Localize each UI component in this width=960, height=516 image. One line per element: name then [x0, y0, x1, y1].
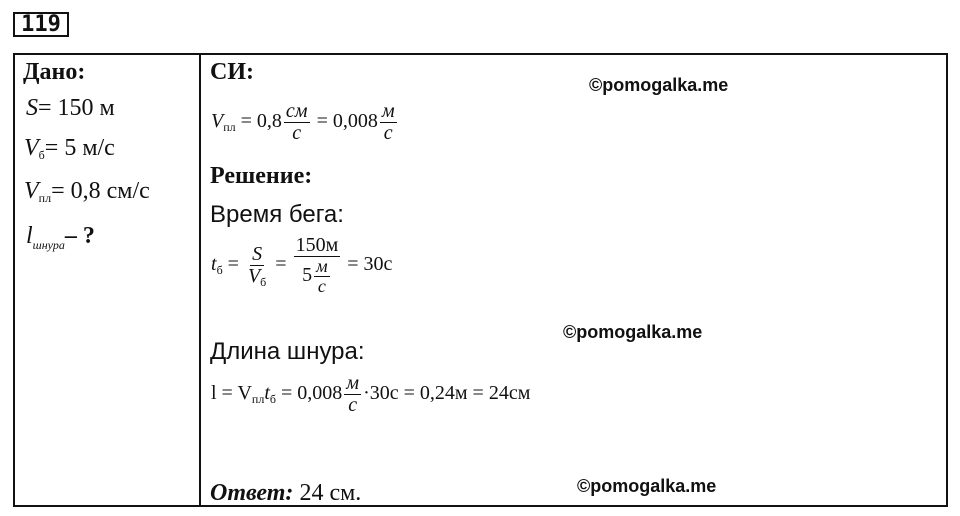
given-title: Дано:	[23, 59, 86, 85]
given-swim-speed: Vпл= 0,8 см/с	[24, 178, 150, 205]
watermark-middle: ©pomogalka.me	[563, 322, 703, 342]
si-fraction-1: $\frac{см}{с}$	[285, 100, 308, 144]
solution-title: Решение:	[210, 163, 313, 189]
solution-table	[13, 53, 948, 507]
si-formula: $V_{пл} = 0,8$ $\frac{см}{с}$ = 0,008 $\frac{м}{с}$	[211, 100, 395, 144]
length-fraction: $\frac{м}{с}$	[346, 372, 360, 416]
time-formula: $t_б$ = $\frac{S}{V_б}$ = 150м 5 $\frac{м}{с}$ = 30с	[211, 234, 393, 296]
time-fraction-2: 150м 5 $\frac{м}{с}$	[295, 234, 339, 296]
given-distance: S= 150 м	[26, 95, 115, 121]
si-fraction-2: $\frac{м}{с}$	[381, 100, 395, 144]
time-label: Время бега:	[210, 201, 344, 228]
given-run-speed: Vб= 5 м/с	[24, 135, 115, 162]
watermark-bottom: ©pomogalka.me	[577, 476, 717, 496]
length-label: Длина шнура:	[210, 338, 365, 365]
si-title: СИ:	[210, 59, 254, 85]
answer-line: Ответ: 24 см.	[210, 480, 362, 506]
watermark-top: ©pomogalka.me	[589, 75, 729, 95]
column-divider	[199, 55, 201, 505]
length-formula: $l = V_{пл}t_б = 0,008$ $\frac{м}{с}$ ·30с = 0,24м = 24см	[211, 372, 531, 416]
problem-number: 119	[13, 12, 69, 37]
time-fraction-1: $\frac{S}{V_б}$	[247, 242, 267, 289]
given-unknown: $l_{шнура}-$ ?	[26, 223, 95, 252]
